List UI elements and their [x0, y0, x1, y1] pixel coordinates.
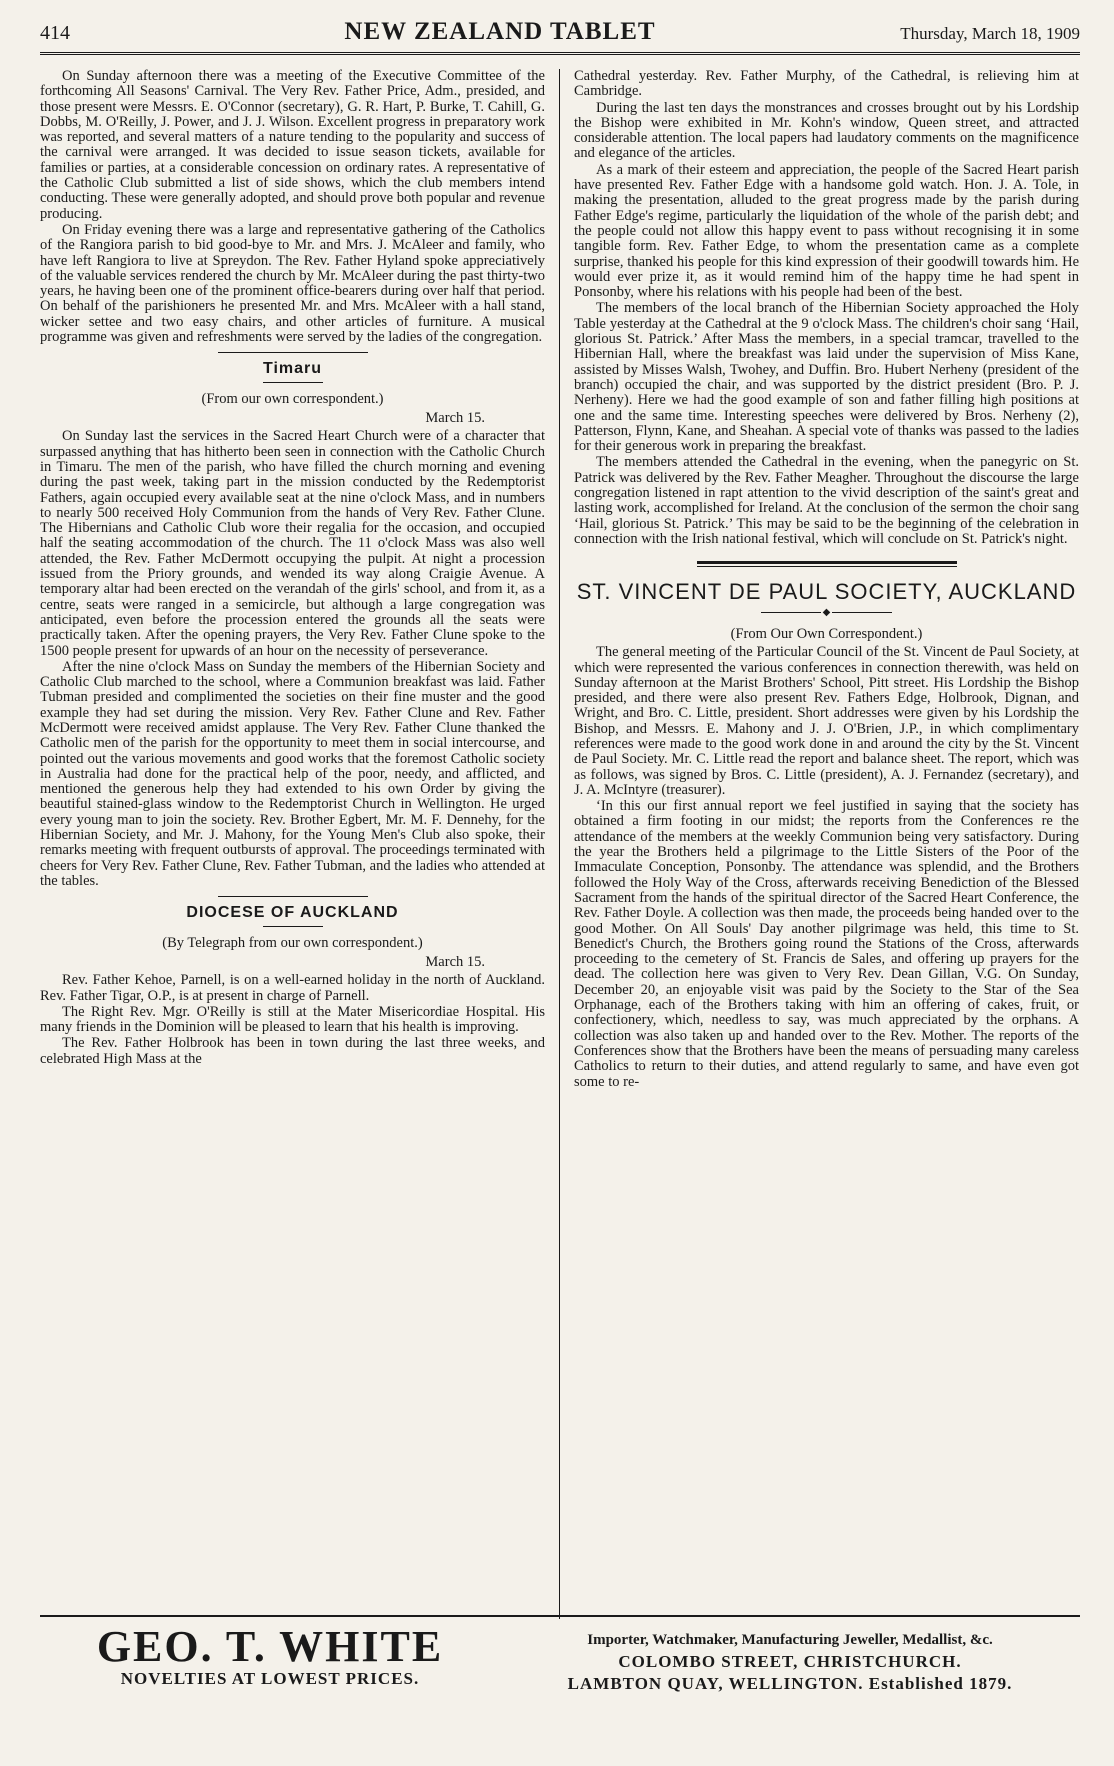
- heading-rule: [263, 382, 323, 383]
- issue-date: Thursday, March 18, 1909: [900, 24, 1080, 43]
- holbrook-paragraph: The Rev. Father Holbrook has been in town during the last three weeks, and celebrated High Mass at the: [40, 1035, 545, 1067]
- panegyric-paragraph: The members attended the Cathedral in the evening, when the panegyric on St. Patrick was delivered by the Rev. Father Meagher. Throughout the discourse the large congregation listened in rapt attention to the vivid description of the saint's great and lasting work, accomplished for Ireland. At the conclusion of the sermon the choir sang ‘Hail, glorious St. Patrick.’ This may be said to be the beginning of the celebration in connection with the Irish national festival, which will conclude on St. Patrick's night.: [574, 454, 1079, 547]
- column-divider: [559, 69, 560, 1619]
- newspaper-title: NEW ZEALAND TABLET: [344, 18, 656, 45]
- monstrances-paragraph: During the last ten days the monstrances and crosses brought out by his Lordship the Bishop were exhibited in Mr. Kohn's window, Queen street, and attracted considerable attention. The local papers had laudatory comments on the magnificence and elegance of the articles.: [574, 99, 1079, 162]
- timaru-dateline: March 15.: [425, 410, 485, 427]
- section-heavy-rule: [697, 561, 957, 567]
- ad-address-wellington: LAMBTON QUAY, WELLINGTON. Established 1879.: [567, 1674, 1013, 1693]
- timaru-breakfast-paragraph: After the nine o'clock Mass on Sunday the members of the Hibernian Society and Catholic Club marched to the school, where a Communion breakfast was laid. Father Tubman presided and complimented the societies on their fine muster and the good example they had set during the mission. Very Rev. Father Clune and Rev. Father McDermott were received amidst applause. The Very Rev. Father Clune thanked the Catholic men of the parish for the opportunity to meet them in social intercourse, and pointed out the various movements and good works that the foremost Catholic society in Australia had done for the practical help of the poor, needy, and afflicted, and mentioned the generous help they had extended to his own Order by giving the beautiful stained-glass window to the Redemptorist Church in Wellington. He urged every young man to join the society. Rev. Brother Egbert, Mr. M. F. Dennehy, for the Hibernian Society, and Mr. J. Mahony, for the Young Men's Club also spoke, their remarks meeting with frequent outbursts of approval. The proceedings terminated with cheers for Very Rev. Father Clune, Rev. Father Tubman, and the ladies who attended at the tables.: [40, 658, 545, 889]
- cathedral-paragraph: Cathedral yesterday. Rev. Father Murphy, of the Cathedral, is relieving him at Cambridge.: [574, 69, 1079, 100]
- svp-correspondent: (From Our Own Correspondent.): [730, 626, 923, 643]
- timaru-mission-paragraph: On Sunday last the services in the Sacred Heart Church were of a character that surpassed anything that has hitherto been seen in connection with the Catholic Church in Timaru. The men of the parish, who have filled the church morning and evening during the past week, taking part in the mission conducted by the Redemptorist Fathers, again occupied every available seat at the nine o'clock Mass, and in numbers to nearly 500 received Holy Communion from the hands of Very Rev. Father Clune. The Hibernians and Catholic Club wore their regalia for the occasion, and occupied half the seating accommodation of the church. The 11 o'clock Mass was also well attended, the Rev. Father McDermott occupying the pulpit. At night a procession issued from the Priory grounds, and wended its way along Craigie Avenue. A temporary altar had been erected on the verandah of the girls' school, and from it, as a centre, seats were ranged in a semicircle, but although a large congregation was anticipated, even before the procession entered the grounds all the seats were practically taken. After the opening prayers, the Very Rev. Father Clune spoke to the 1500 people present for upwards of an hour on the necessity of perseverance.: [40, 428, 545, 659]
- right-column: [574, 69, 1079, 1619]
- carnival-paragraph: On Sunday afternoon there was a meeting of the Executive Committee of the forthcoming All Seasons' Carnival. The Very Rev. Father Price, Adm., presided, and those present were Messrs. E. O'Connor (secretary), G. R. Hart, P. Burke, T. Cahill, G. Dobbs, M. O'Reilly, J. Power, and J. J. Wilson. Excellent progress in preparatory work was reported, and several matters of a nature tending to the popularity and success of the carnival were arranged. It was decided to issue season tickets, available for families or parties, at a considerable concession on ordinary rates. A representative of the Catholic Club submitted a list of side shows, which the club members intend conducting. These were generally adopted, and should prove both popular and revenue producing.: [40, 69, 545, 222]
- svp-heading: ST. VINCENT DE PAUL SOCIETY, AUCKLAND: [576, 579, 1077, 605]
- heading-rule: [263, 926, 323, 927]
- timaru-heading: Timaru: [262, 360, 323, 378]
- auckland-dateline: March 15.: [425, 954, 485, 971]
- section-rule: [218, 896, 368, 897]
- hibernian-paragraph: The members of the local branch of the Hibernian Society approached the Holy Table yesterday at the Cathedral at the 9 o'clock Mass. The children's choir sang ‘Hail, glorious St. Patrick.’ After Mass the members, in a special tramcar, travelled to the Hibernian Hall, where the breakfast was laid under the supervision of Miss Kane, assisted by Misses Walsh, Twohey, and Duffin. Bro. Hubert Nerheny (president of the branch) occupied the chair, and was supported by the district president (Bro. P. J. Nerheny). Here we had the good example of son and father filling high positions at one and the same time. Interesting speeches were delivered by Bros. Nerheny (2), Patterson, Flynn, Kane, and Sheahan. A special vote of thanks was passed to the ladies for their generous work in preparing the breakfast.: [574, 300, 1079, 455]
- svp-meeting-paragraph: The general meeting of the Particular Council of the St. Vincent de Paul Society, at which were represented the various conferences in connection therewith, was held on Sunday afternoon at the Marist Brothers' School, Pitt street. His Lordship the Bishop presided, and there were also present Rev. Fathers Edge, Holbrook, Dignan, and Wright, and Bro. C. Little, president. Short addresses were given by his Lordship the Bishop, and Messrs. E. Mahony and J. J. O'Brien, J.P., in which complimentary references were made to the good work done in and around the city by the St. Vincent de Paul Society. Mr. C. Little read the report and balance sheet. The report, which was as follows, was signed by Bros. C. Little (president), A. J. Fernandez (secretary), and J. A. McIntyre (treasurer).: [574, 644, 1079, 798]
- columns: [40, 69, 1080, 1619]
- section-rule: [218, 352, 368, 353]
- oreilly-paragraph: The Right Rev. Mgr. O'Reilly is still at the Mater Misericordiae Hospital. His many friends in the Dominion will be pleased to learn that his health is improving.: [40, 1003, 545, 1036]
- presentation-paragraph: As a mark of their esteem and appreciation, the people of the Sacred Heart parish have presented Rev. Father Edge with a handsome gold watch. Hon. J. A. Tole, in making the presentation, alluded to the great progress made by the parish during Father Edge's regime, particularly the liquidation of the whole of the parish debt; and the people could not allow this happy event to pass without recognising it in some tangible form. Rev. Father Edge, to whom the presentation came as a complete surprise, thanked his people for this kind expression of their goodwill towards him. He would ever prize it, as it would remind him of the happy time he had spent in Ponsonby, where his relations with his people had been of the best.: [574, 161, 1079, 301]
- svp-report-paragraph: ‘In this our first annual report we feel justified in saying that the society has obtained a firm footing in our midst; the reports from the Conferences re the attendance of the members at the weekly Communion being very satisfactory. During the year the Brothers held a pilgrimage to the Little Sisters of the Poor of the Immaculate Conception, Ponsonby. The attendance was splendid, and the Brothers followed the Holy Way of the Cross, afterwards receiving Benediction of the Blessed Sacrament from the hands of the spiritual director of the Sacred Heart Conference, the Rev. Father Doyle. A collection was then made, the proceeds being handed over to the good Mother. On All Souls' Day another pilgrimage was held, this time to St. Benedict's Church, the Brothers going round the Stations of the Cross, afterwards proceeding to the cemetery of St. Francis de Sales, and offering up prayers for the dead. The collection here was given to Very Rev. Dean Gillan, V.G. On Sunday, December 20, an enjoyable visit was paid by the Society to the Star of the Sea Orphanage, each of the Brothers taking with him an offering of cakes, fruit, or confectionery, which, needless to say, was much appreciated by the orphans. A collection was also taken up and handed over to the Rev. Mother. The reports of the Conferences show that the Brothers have been the means of persuading many careless Catholics to return to their duties, and attend regularly to same, and have even got some to re-: [574, 798, 1079, 1090]
- ad-services: Importer, Watchmaker, Manufacturing Jeweller, Medallist, &c.: [587, 1632, 993, 1648]
- diamond-rule: [574, 607, 1079, 618]
- ad-tagline: NOVELTIES AT LOWEST PRICES.: [120, 1669, 420, 1688]
- masthead: [40, 18, 1080, 55]
- rangiora-paragraph: On Friday evening there was a large and representative gathering of the Catholics of the Rangiora parish to bid good-bye to Mr. and Mrs. J. McAleer and family, who have left Rangiora to live at Spreydon. The Rev. Father Hyland spoke appreciatively of the valuable services rendered the church by Mr. McAleer during the past thirty-two years, he having been one of the prominent office-bearers during over half that period. On behalf of the parishioners he presented Mr. and Mrs. McAleer with a hall stand, wicker settee and two easy chairs, and other articles of furniture. A musical programme was given and refreshments were served by the ladies of the congregation.: [40, 221, 545, 346]
- ad-brand-block: [40, 1622, 500, 1695]
- diamond-ornament-icon: ◆: [822, 607, 831, 619]
- auckland-correspondent: (By Telegraph from our own correspondent.): [162, 935, 423, 952]
- left-column: [40, 69, 545, 1619]
- advertisement-footer: [40, 1615, 1080, 1695]
- ad-brand-name: GEO. T. WHITE: [96, 1622, 444, 1671]
- auckland-heading: DIOCESE OF AUCKLAND: [186, 904, 399, 922]
- ad-address-block: [500, 1625, 1080, 1695]
- kehoe-paragraph: Rev. Father Kehoe, Parnell, is on a well-earned holiday in the north of Auckland. Rev. Father Tigar, O.P., is at present in charge of Parnell.: [40, 972, 545, 1004]
- ad-address-christchurch: COLOMBO STREET, CHRISTCHURCH.: [618, 1652, 962, 1671]
- page-number: 414: [40, 22, 70, 44]
- timaru-correspondent: (From our own correspondent.): [201, 391, 384, 408]
- rule-line: [832, 612, 892, 613]
- rule-line: [761, 612, 821, 613]
